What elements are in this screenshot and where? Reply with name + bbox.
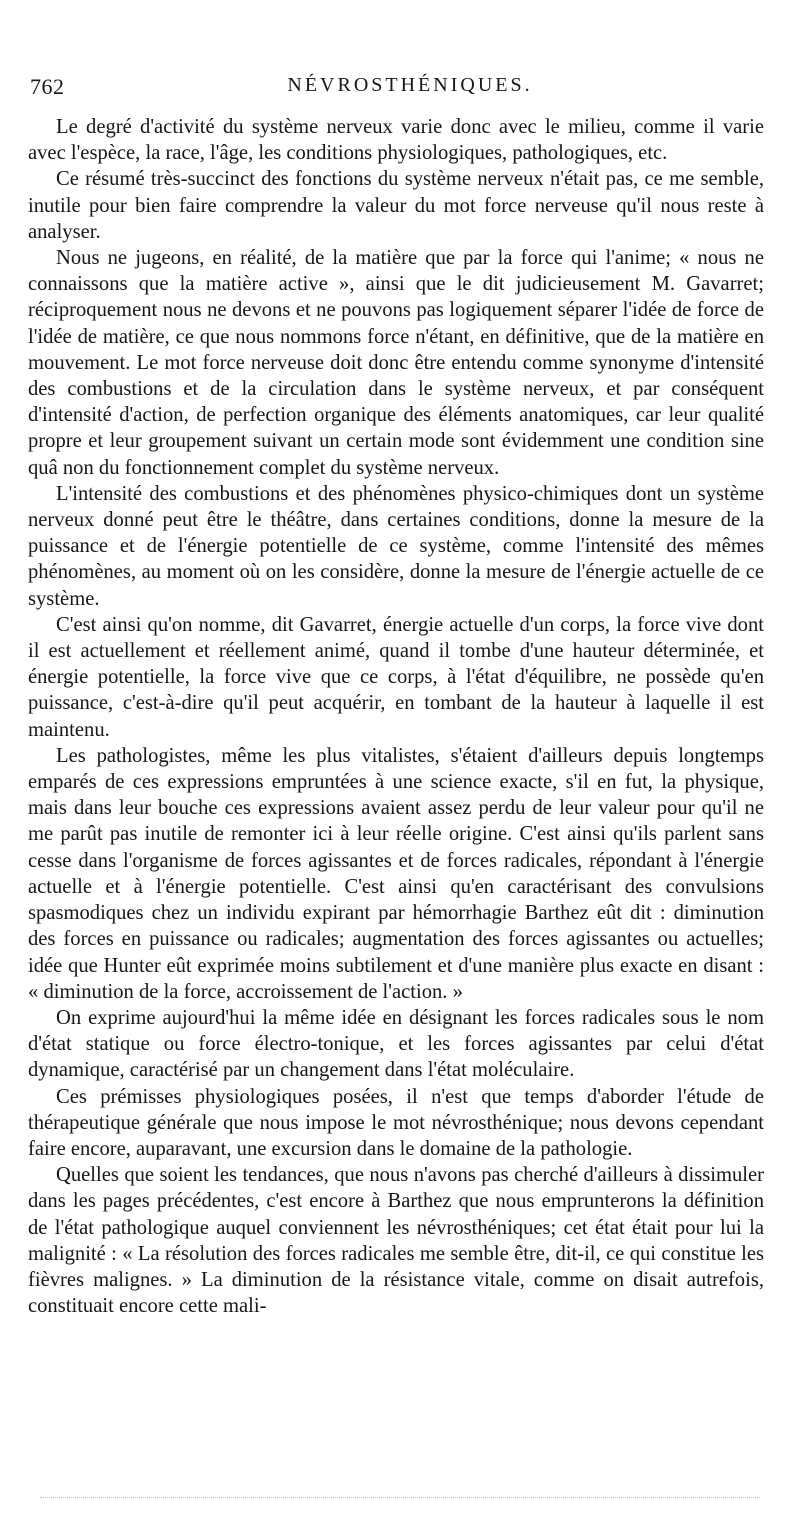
paragraph-3: Nous ne jugeons, en réalité, de la matière que par la force qui l'anime; « nous ne connaissons que la matière active », ainsi que le dit judicieusement M. Gavarret; réciproquement nous ne devons et ne pouvons pas logiquement séparer l'idée de force de l'idée de matière, ce que nous nommons force n'étant, en définitive, que de la matière en mouvement. Le mot force nerveuse doit donc être entendu comme synonyme d'intensité des combustions et de la circulation dans le système nerveux, et par conséquent d'intensité d'action, de perfection organique des éléments anatomiques, car leur qualité propre et leur groupement suivant un certain mode sont évidemment une condition sine quâ non du fonctionnement complet du système nerveux. [28,247,764,479]
body-text [28,114,764,1319]
bleed-through-rule [40,1497,760,1498]
paragraph-1: Le degré d'activité du système nerveux varie donc avec le milieu, comme il varie avec l'espèce, la race, l'âge, les conditions physiologiques, pathologiques, etc. [28,116,764,165]
paragraph-6: Les pathologistes, même les plus vitalistes, s'étaient d'ailleurs depuis longtemps emparés de ces expressions empruntées à une science exacte, s'il en fut, la physique, mais dans leur bouche ces expressions avaient assez perdu de leur valeur pour qu'il ne me parût pas inutile de remonter ici à leur réelle origine. C'est ainsi qu'ils parlent sans cesse dans l'organisme de forces agissantes et de forces radicales, répondant à l'énergie actuelle et à l'énergie potentielle. C'est ainsi qu'en caractérisant des convulsions spasmodiques chez un individu expirant par hémorrhagie Barthez eût dit : diminution des forces en puissance ou radicales; augmentation des forces agissantes ou actuelles; idée que Hunter eût exprimée moins subtilement et d'une manière plus exacte en disant : « diminution de la force, accroissement de l'action. » [28,744,764,1003]
paragraph-8: Ces prémisses physiologiques posées, il n'est que temps d'aborder l'étude de thérapeutique générale que nous impose le mot névrosthénique; nous devons cependant faire encore, auparavant, une excursion dans le domaine de la pathologie. [28,1085,764,1160]
page-header [30,74,770,104]
paragraph-4: L'intensité des combustions et des phénomènes physico-chimiques dont un système nerveux donné peut être le théâtre, dans certaines conditions, donne la mesure de la puissance et de l'énergie potentielle de ce système, comme l'intensité des mêmes phénomènes, au moment où on les considère, donne la mesure de l'énergie actuelle de ce système. [28,482,764,610]
paragraph-5: C'est ainsi qu'on nomme, dit Gavarret, énergie actuelle d'un corps, la force vive dont il est actuellement et réellement animé, quand il tombe d'une hauteur déterminée, et énergie potentielle, la force vive que ce corps, à l'état d'équilibre, ne possède qu'en puissance, c'est-à-dire qu'il peut acquérir, en tombant de la hauteur à laquelle il est maintenu. [28,613,764,741]
page-number: 762 [30,74,65,99]
paragraph-9: Quelles que soient les tendances, que nous n'avons pas cherché d'ailleurs à dissimuler dans les pages précédentes, c'est encore à Barthez que nous emprunterons la définition de l'état pathologique auquel conviennent les névrosthéniques; cet état était pour lui la malignité : « La résolution des forces radicales me semble être, dit-il, ce qui constitue les fièvres malignes. » La diminution de la résistance vitale, comme on disait autrefois, constituait encore cette mali- [28,1164,764,1318]
running-title: NÉVROSTHÉNIQUES. [287,74,533,96]
paragraph-7: On exprime aujourd'hui la même idée en désignant les forces radicales sous le nom d'état statique ou force électro-tonique, et les forces agissantes par celui d'état dynamique, caractérisé par un changement dans l'état moléculaire. [28,1006,764,1082]
paragraph-2: Ce résumé très-succinct des fonctions du système nerveux n'était pas, ce me semble, inutile pour bien faire comprendre la valeur du mot force nerveuse qu'il nous reste à analyser. [28,168,764,243]
